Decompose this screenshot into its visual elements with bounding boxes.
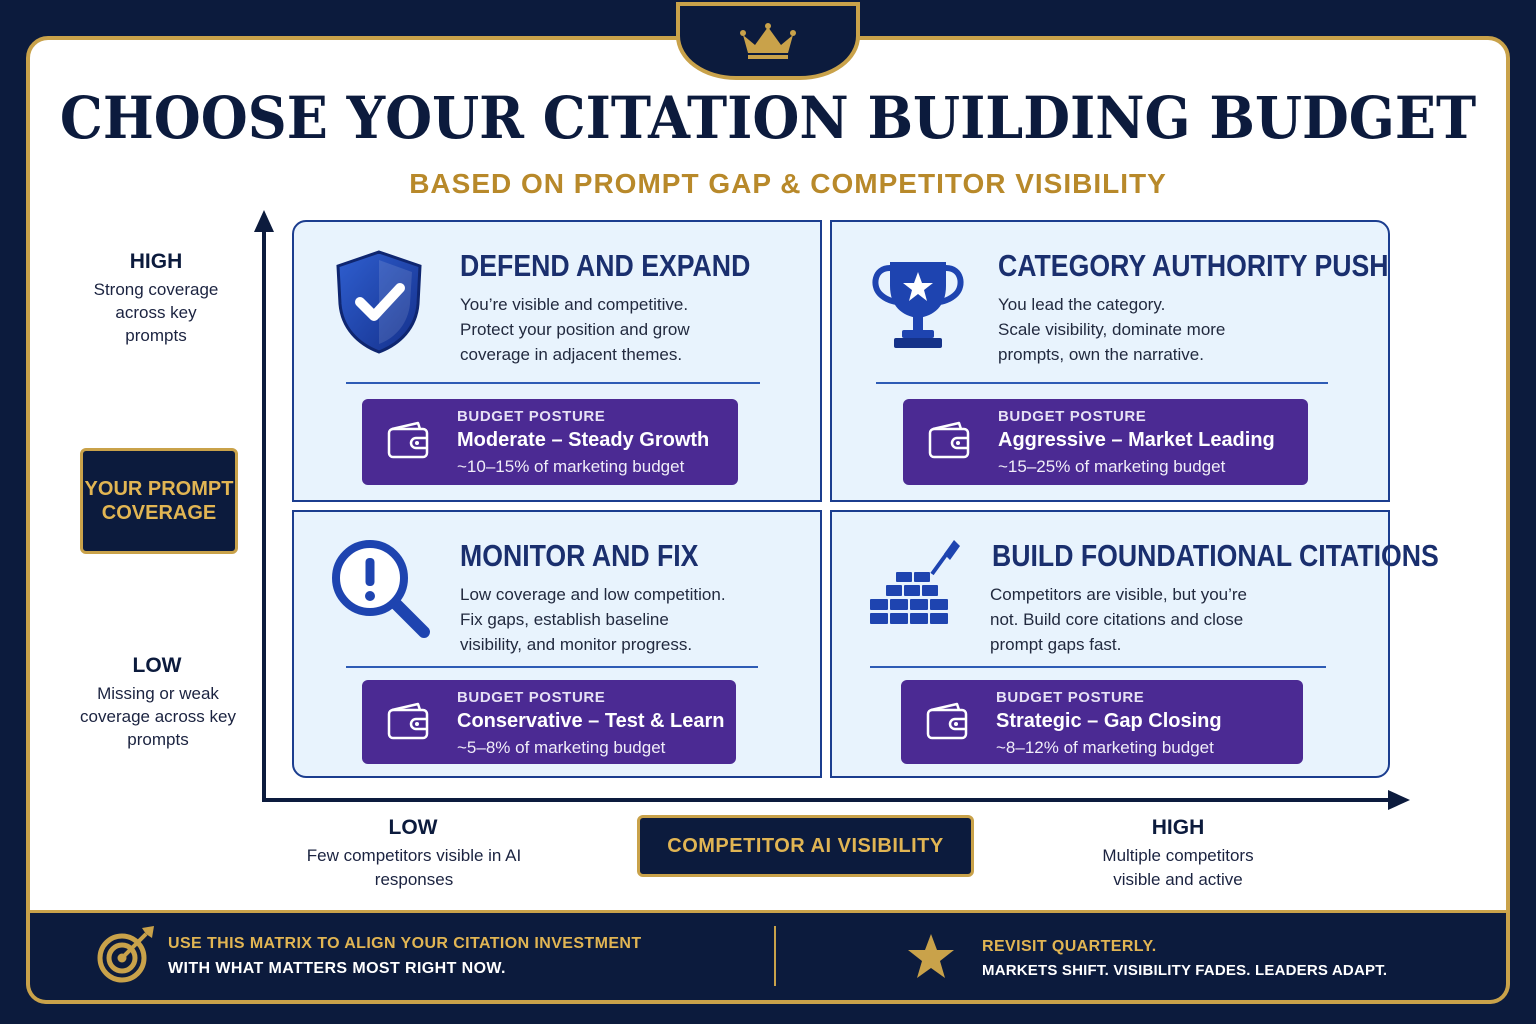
brick-wall-trowel-icon bbox=[866, 538, 962, 636]
quadrant-divider bbox=[346, 666, 758, 668]
budget-value: Conservative – Test & Learn bbox=[457, 710, 725, 732]
quadrant-title: CATEGORY AUTHORITY PUSH bbox=[998, 248, 1389, 283]
quadrant-description: Competitors are visible, but you’re not. Build core citations and close prompt gaps fast. bbox=[990, 585, 1248, 654]
quadrant-monitor-and-fix bbox=[292, 510, 822, 778]
quadrant-title: DEFEND AND EXPAND bbox=[460, 248, 751, 283]
budget-share: ~10–15% of marketing budget bbox=[457, 457, 685, 476]
trophy-icon bbox=[866, 252, 970, 356]
quadrant-divider bbox=[346, 382, 760, 384]
x-axis-high-description: Multiple competitors visible and active bbox=[1102, 846, 1254, 889]
crown-icon bbox=[737, 21, 799, 61]
quadrant-category-authority-push bbox=[830, 220, 1390, 502]
target-arrow-icon bbox=[96, 924, 156, 984]
budget-label: BUDGET POSTURE bbox=[998, 408, 1147, 425]
y-axis-high-heading: HIGH bbox=[129, 250, 183, 273]
page-subtitle: BASED ON PROMPT GAP & COMPETITOR VISIBILITY bbox=[409, 168, 1167, 199]
quadrant-description: You lead the category. Scale visibility, dominate more prompts, own the narrative. bbox=[998, 295, 1226, 364]
budget-posture-card bbox=[903, 399, 1308, 485]
footer-right-line2: MARKETS SHIFT. VISIBILITY FADES. LEADERS ADAPT. bbox=[982, 962, 1388, 979]
budget-value: Strategic – Gap Closing bbox=[996, 710, 1222, 732]
y-axis-low-heading: LOW bbox=[132, 654, 182, 677]
y-axis-high-description: Strong coverage across key prompts bbox=[93, 280, 219, 345]
x-axis-high-heading: HIGH bbox=[1151, 816, 1205, 839]
magnifier-alert-icon bbox=[328, 536, 434, 642]
budget-share: ~15–25% of marketing budget bbox=[998, 457, 1226, 476]
budget-posture-card bbox=[362, 680, 736, 764]
shield-check-icon bbox=[332, 248, 426, 356]
wallet-icon bbox=[927, 419, 973, 461]
quadrant-title: MONITOR AND FIX bbox=[460, 538, 699, 573]
y-axis-low-description: Missing or weak coverage across key prompts bbox=[80, 684, 236, 749]
x-axis-low-heading: LOW bbox=[388, 816, 438, 839]
page-title: CHOOSE YOUR CITATION BUILDING BUDGET bbox=[59, 84, 1477, 152]
footer-left-line2: WITH WHAT MATTERS MOST RIGHT NOW. bbox=[168, 960, 506, 977]
star-icon bbox=[906, 932, 956, 980]
budget-value: Moderate – Steady Growth bbox=[457, 429, 710, 451]
budget-value: Aggressive – Market Leading bbox=[998, 429, 1275, 451]
y-axis-label: YOUR PROMPT COVERAGE bbox=[80, 448, 238, 554]
budget-share: ~8–12% of marketing budget bbox=[996, 738, 1214, 757]
quadrant-description: You’re visible and competitive. Protect your position and grow coverage in adjacent themes. bbox=[460, 295, 690, 364]
budget-posture-card bbox=[901, 680, 1303, 764]
wallet-icon bbox=[386, 700, 432, 742]
quadrant-divider bbox=[870, 666, 1326, 668]
quadrant-divider bbox=[876, 382, 1328, 384]
quadrant-title: BUILD FOUNDATIONAL CITATIONS bbox=[992, 538, 1439, 573]
footer-right-line1: REVISIT QUARTERLY. bbox=[982, 938, 1157, 955]
footer-divider bbox=[774, 926, 776, 986]
budget-share: ~5–8% of marketing budget bbox=[457, 738, 666, 757]
quadrant-build-foundational-citations bbox=[830, 510, 1439, 778]
budget-label: BUDGET POSTURE bbox=[457, 689, 606, 706]
budget-posture-card bbox=[362, 399, 738, 485]
x-axis-low-description: Few competitors visible in AI responses bbox=[306, 846, 522, 889]
footer-bar bbox=[26, 910, 1510, 1004]
budget-label: BUDGET POSTURE bbox=[457, 408, 606, 425]
quadrant-defend-and-expand bbox=[292, 220, 822, 502]
wallet-icon bbox=[925, 700, 971, 742]
budget-label: BUDGET POSTURE bbox=[996, 689, 1145, 706]
wallet-icon bbox=[386, 419, 432, 461]
crown-badge bbox=[676, 2, 860, 80]
footer-left-line1: USE THIS MATRIX TO ALIGN YOUR CITATION INVESTMENT bbox=[168, 935, 642, 952]
quadrant-description: Low coverage and low competition. Fix gaps, establish baseline visibility, and monitor progress. bbox=[460, 585, 726, 654]
x-axis-label: COMPETITOR AI VISIBILITY bbox=[637, 815, 974, 877]
